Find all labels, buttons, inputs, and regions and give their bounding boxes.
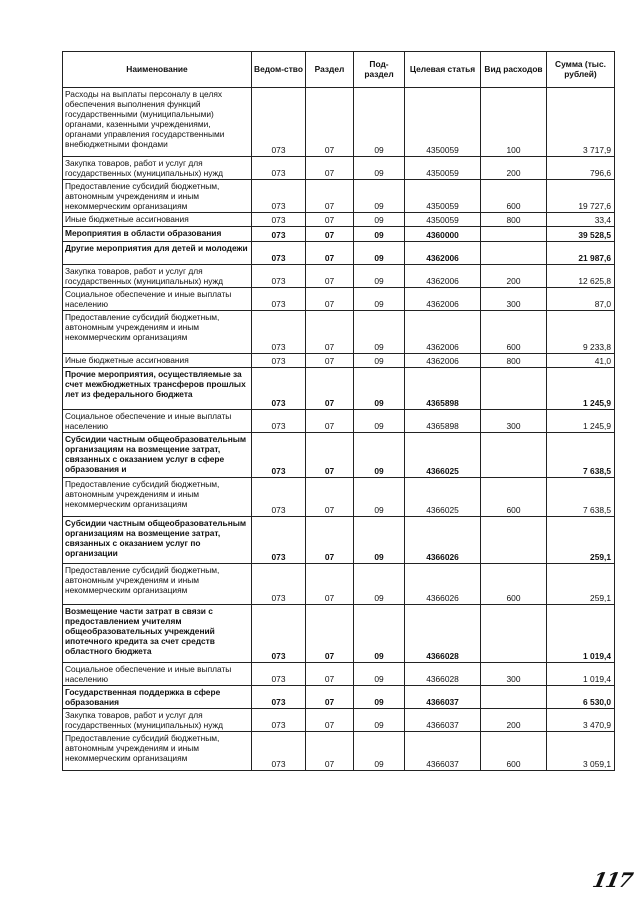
- cell-vid: 200: [481, 709, 547, 732]
- cell-sum: 1 019,4: [547, 605, 615, 663]
- cell-name: Социальное обеспечение и иные выплаты населению: [63, 288, 252, 311]
- cell-vid: [481, 605, 547, 663]
- table-row: [63, 311, 615, 354]
- cell-podrazdel: 09: [354, 265, 405, 288]
- cell-podrazdel: 09: [354, 686, 405, 709]
- cell-podrazdel: 09: [354, 311, 405, 354]
- cell-name: Другие мероприятия для детей и молодежи: [63, 242, 252, 265]
- header-razdel: Раздел: [306, 52, 354, 88]
- cell-statia: 4366025: [405, 433, 481, 478]
- cell-name: Предоставление субсидий бюджетным, автономным учреждениям и иным некоммерческим организациям: [63, 478, 252, 517]
- cell-name: Иные бюджетные ассигнования: [63, 213, 252, 227]
- cell-vid: [481, 433, 547, 478]
- cell-ved: 073: [252, 478, 306, 517]
- header-statia: Целевая статья: [405, 52, 481, 88]
- cell-vid: 200: [481, 157, 547, 180]
- cell-sum: 33,4: [547, 213, 615, 227]
- cell-podrazdel: 09: [354, 732, 405, 771]
- header-podrazdel: Под-раздел: [354, 52, 405, 88]
- cell-statia: 4362006: [405, 288, 481, 311]
- cell-razdel: 07: [306, 732, 354, 771]
- cell-razdel: 07: [306, 213, 354, 227]
- cell-razdel: 07: [306, 242, 354, 265]
- cell-razdel: 07: [306, 354, 354, 368]
- cell-sum: 7 638,5: [547, 478, 615, 517]
- cell-sum: 21 987,6: [547, 242, 615, 265]
- cell-sum: 41,0: [547, 354, 615, 368]
- cell-razdel: 07: [306, 709, 354, 732]
- table-row: [63, 478, 615, 517]
- cell-statia: 4365898: [405, 368, 481, 410]
- cell-vid: 600: [481, 311, 547, 354]
- cell-podrazdel: 09: [354, 663, 405, 686]
- cell-name: Иные бюджетные ассигнования: [63, 354, 252, 368]
- header-ved: Ведом-ство: [252, 52, 306, 88]
- cell-razdel: 07: [306, 686, 354, 709]
- cell-ved: 073: [252, 368, 306, 410]
- table-row: [63, 564, 615, 605]
- cell-ved: 073: [252, 354, 306, 368]
- cell-razdel: 07: [306, 288, 354, 311]
- table-row: [63, 265, 615, 288]
- cell-sum: 1 245,9: [547, 410, 615, 433]
- cell-podrazdel: 09: [354, 288, 405, 311]
- cell-razdel: 07: [306, 311, 354, 354]
- cell-sum: 9 233,8: [547, 311, 615, 354]
- cell-sum: 3 717,9: [547, 88, 615, 157]
- cell-podrazdel: 09: [354, 478, 405, 517]
- cell-ved: 073: [252, 410, 306, 433]
- table-body: [63, 88, 615, 771]
- header-sum: Сумма (тыс. рублей): [547, 52, 615, 88]
- cell-statia: 4366037: [405, 686, 481, 709]
- table-row: [63, 732, 615, 771]
- cell-podrazdel: 09: [354, 410, 405, 433]
- cell-ved: 073: [252, 227, 306, 242]
- cell-name: Предоставление субсидий бюджетным, автономным учреждениям и иным некоммерческим организациям: [63, 564, 252, 605]
- cell-name: Субсидии частным общеобразовательным организациям на возмещение затрат, связанных с оказанием услуг в сфере образования и: [63, 433, 252, 478]
- table-row: [63, 410, 615, 433]
- table-row: [63, 157, 615, 180]
- cell-razdel: 07: [306, 265, 354, 288]
- table-row: [63, 605, 615, 663]
- cell-name: Возмещение части затрат в связи с предоставлением учителям общеобразовательных учреждений ипотечного кредита за счет средств областного бюджета: [63, 605, 252, 663]
- cell-name: Предоставление субсидий бюджетным, автономным учреждениям и иным некоммерческим организациям: [63, 732, 252, 771]
- header-name: Наименование: [63, 52, 252, 88]
- cell-sum: 1 019,4: [547, 663, 615, 686]
- cell-statia: 4350059: [405, 88, 481, 157]
- cell-ved: 073: [252, 517, 306, 564]
- cell-ved: 073: [252, 663, 306, 686]
- cell-sum: 259,1: [547, 564, 615, 605]
- cell-vid: 600: [481, 564, 547, 605]
- cell-statia: 4366026: [405, 564, 481, 605]
- cell-vid: 200: [481, 265, 547, 288]
- cell-statia: 4366037: [405, 709, 481, 732]
- cell-statia: 4366028: [405, 605, 481, 663]
- cell-sum: 7 638,5: [547, 433, 615, 478]
- cell-podrazdel: 09: [354, 157, 405, 180]
- cell-statia: 4362006: [405, 242, 481, 265]
- cell-razdel: 07: [306, 663, 354, 686]
- cell-ved: 073: [252, 180, 306, 213]
- cell-podrazdel: 09: [354, 433, 405, 478]
- cell-ved: 073: [252, 732, 306, 771]
- cell-statia: 4365898: [405, 410, 481, 433]
- table-row: [63, 88, 615, 157]
- cell-podrazdel: 09: [354, 180, 405, 213]
- cell-ved: 073: [252, 686, 306, 709]
- cell-podrazdel: 09: [354, 354, 405, 368]
- cell-statia: 4366025: [405, 478, 481, 517]
- cell-ved: 073: [252, 88, 306, 157]
- cell-statia: 4366037: [405, 732, 481, 771]
- cell-vid: 300: [481, 410, 547, 433]
- cell-statia: 4366026: [405, 517, 481, 564]
- table-row: [63, 709, 615, 732]
- cell-ved: 073: [252, 709, 306, 732]
- cell-name: Социальное обеспечение и иные выплаты населению: [63, 663, 252, 686]
- cell-sum: 3 059,1: [547, 732, 615, 771]
- cell-razdel: 07: [306, 478, 354, 517]
- cell-vid: 600: [481, 180, 547, 213]
- cell-sum: 87,0: [547, 288, 615, 311]
- cell-name: Социальное обеспечение и иные выплаты населению: [63, 410, 252, 433]
- cell-vid: [481, 227, 547, 242]
- cell-razdel: 07: [306, 433, 354, 478]
- cell-podrazdel: 09: [354, 564, 405, 605]
- cell-ved: 073: [252, 157, 306, 180]
- cell-statia: 4350059: [405, 157, 481, 180]
- cell-name: Субсидии частным общеобразовательным организациям на возмещение затрат, связанных с оказанием услуг по организации: [63, 517, 252, 564]
- cell-vid: [481, 686, 547, 709]
- budget-table: [62, 51, 615, 771]
- cell-vid: 600: [481, 478, 547, 517]
- cell-podrazdel: 09: [354, 605, 405, 663]
- cell-ved: 073: [252, 213, 306, 227]
- table-row: [63, 517, 615, 564]
- cell-name: Мероприятия в области образования: [63, 227, 252, 242]
- cell-razdel: 07: [306, 605, 354, 663]
- cell-name: Расходы на выплаты персоналу в целях обеспечения выполнения функций государственными (муниципальными) органами, казенными учреждениями, органами управления государственными внебюджетными фондами: [63, 88, 252, 157]
- cell-vid: 800: [481, 354, 547, 368]
- cell-name: Предоставление субсидий бюджетным, автономным учреждениям и иным некоммерческим организациям: [63, 311, 252, 354]
- table-row: [63, 663, 615, 686]
- cell-name: Закупка товаров, работ и услуг для государственных (муниципальных) нужд: [63, 265, 252, 288]
- cell-name: Прочие мероприятия, осуществляемые за счет межбюджетных трансферов прошлых лет из федерального бюджета: [63, 368, 252, 410]
- cell-vid: 300: [481, 663, 547, 686]
- cell-sum: 259,1: [547, 517, 615, 564]
- table-header: [63, 52, 615, 88]
- cell-podrazdel: 09: [354, 368, 405, 410]
- cell-razdel: 07: [306, 157, 354, 180]
- cell-podrazdel: 09: [354, 709, 405, 732]
- cell-name: Закупка товаров, работ и услуг для государственных (муниципальных) нужд: [63, 709, 252, 732]
- cell-statia: 4350059: [405, 213, 481, 227]
- cell-statia: 4366028: [405, 663, 481, 686]
- cell-podrazdel: 09: [354, 242, 405, 265]
- cell-sum: 3 470,9: [547, 709, 615, 732]
- cell-vid: 100: [481, 88, 547, 157]
- cell-razdel: 07: [306, 180, 354, 213]
- cell-sum: 12 625,8: [547, 265, 615, 288]
- cell-name: Закупка товаров, работ и услуг для государственных (муниципальных) нужд: [63, 157, 252, 180]
- cell-vid: [481, 242, 547, 265]
- cell-vid: [481, 517, 547, 564]
- cell-statia: 4362006: [405, 265, 481, 288]
- cell-podrazdel: 09: [354, 517, 405, 564]
- cell-ved: 073: [252, 433, 306, 478]
- cell-sum: 39 528,5: [547, 227, 615, 242]
- cell-ved: 073: [252, 564, 306, 605]
- page-number: 117: [590, 868, 635, 892]
- cell-ved: 073: [252, 288, 306, 311]
- table-row: [63, 368, 615, 410]
- table-row: [63, 686, 615, 709]
- cell-razdel: 07: [306, 410, 354, 433]
- header-vid: Вид расходов: [481, 52, 547, 88]
- table-row: [63, 242, 615, 265]
- cell-razdel: 07: [306, 517, 354, 564]
- table-row: [63, 354, 615, 368]
- table-row: [63, 213, 615, 227]
- cell-razdel: 07: [306, 564, 354, 605]
- table-row: [63, 180, 615, 213]
- cell-razdel: 07: [306, 88, 354, 157]
- cell-ved: 073: [252, 311, 306, 354]
- cell-statia: 4350059: [405, 180, 481, 213]
- cell-sum: 796,6: [547, 157, 615, 180]
- cell-sum: 19 727,6: [547, 180, 615, 213]
- cell-statia: 4360000: [405, 227, 481, 242]
- cell-razdel: 07: [306, 227, 354, 242]
- table-row: [63, 288, 615, 311]
- cell-name: Предоставление субсидий бюджетным, автономным учреждениям и иным некоммерческим организациям: [63, 180, 252, 213]
- cell-ved: 073: [252, 605, 306, 663]
- cell-name: Государственная поддержка в сфере образования: [63, 686, 252, 709]
- cell-vid: 300: [481, 288, 547, 311]
- cell-statia: 4362006: [405, 311, 481, 354]
- cell-podrazdel: 09: [354, 88, 405, 157]
- cell-ved: 073: [252, 242, 306, 265]
- cell-podrazdel: 09: [354, 227, 405, 242]
- cell-sum: 6 530,0: [547, 686, 615, 709]
- header-row: [63, 52, 615, 88]
- cell-podrazdel: 09: [354, 213, 405, 227]
- table-row: [63, 433, 615, 478]
- table-row: [63, 227, 615, 242]
- cell-razdel: 07: [306, 368, 354, 410]
- cell-vid: [481, 368, 547, 410]
- cell-vid: 800: [481, 213, 547, 227]
- cell-sum: 1 245,9: [547, 368, 615, 410]
- cell-ved: 073: [252, 265, 306, 288]
- cell-statia: 4362006: [405, 354, 481, 368]
- cell-vid: 600: [481, 732, 547, 771]
